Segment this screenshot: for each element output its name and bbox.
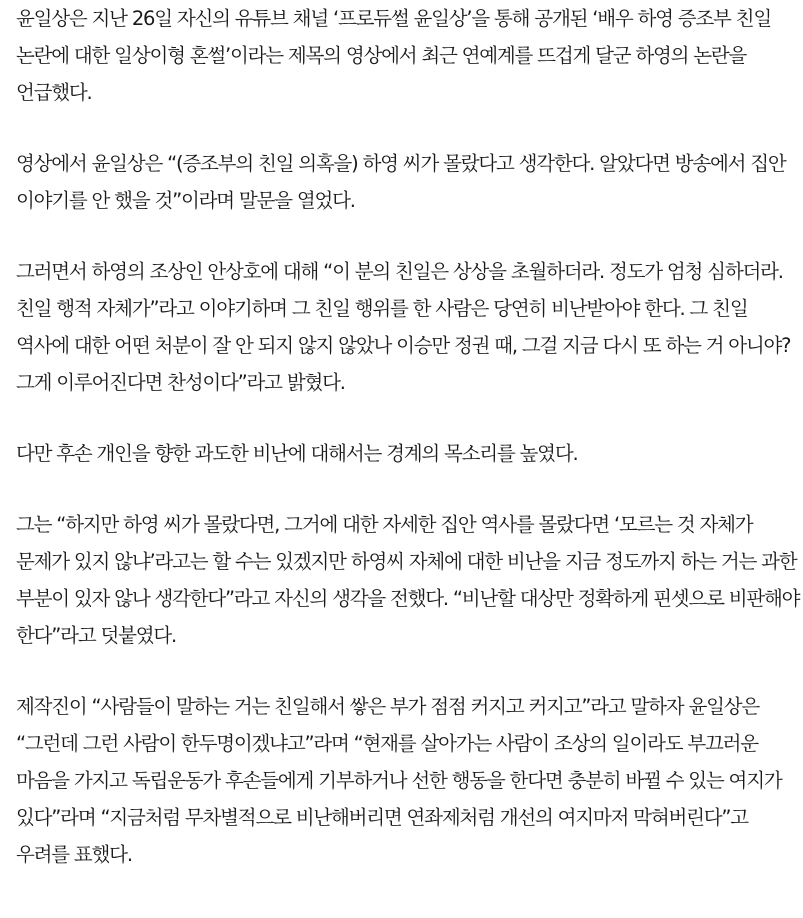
paragraph-2: 영상에서 윤일상은 “(증조부의 친일 의혹을) 하영 씨가 몰랐다고 생각한다. 알았다면 방송에서 집안 이야기를 안 했을 것”이라며 말문을 열었다. — [16, 152, 786, 212]
paragraph-6: 제작진이 “사람들이 말하는 거는 친일해서 쌓은 부가 점점 커지고 커지고”라고 말하자 윤일상은 “그런데 그런 사람이 한두명이겠냐고”라며 “현재를 살아가는 사람이 조상의 일이라도 부끄러운 마음을 가지고 독립운동가 후손들에게 기부하거나 선한 행동을 한다면 충분히 바뀔 수 있는 여지가 있다”라며 “지금처럼 무차별적으로 비난해버리면 연좌제처럼 개선의 여지마저 막혀버린다”고 우려를 표했다. — [16, 695, 782, 866]
paragraph-5: 그는 “하지만 하영 씨가 몰랐다면, 그거에 대한 자세한 집안 역사를 몰랐다면 ‘모르는 것 자체가 문제가 있지 않냐’라고는 할 수는 있겠지만 하영씨 자체에 대한 비난을 지금 정도까지 하는 거는 과한 부분이 있자 않나 생각한다”라고 자신의 생각을 전했다. “비난할 대상만 정확하게 핀셋으로 비판해야 한다”라고 덧붙였다. — [16, 513, 800, 647]
paragraph-3: 그러면서 하영의 조상인 안상호에 대해 “이 분의 친일은 상상을 초월하더라. 정도가 엄청 심하더라. 친일 행적 자체가”라고 이야기하며 그 친일 행위를 한 사람은 당연히 비난받아야 한다. 그 친일 역사에 대한 어떤 처분이 잘 안 되지 않지 않았나 이승만 정권 때, 그걸 지금 다시 또 하는 거 아니야? 그게 이루어진다면 찬성이다”라고 밝혔다. — [16, 260, 791, 394]
paragraph-1: 윤일상은 지난 26일 자신의 유튜브 채널 ‘프로듀썰 윤일상’을 통해 공개된 ‘배우 하영 증조부 친일 논란에 대한 일상이형 혼썰’이라는 제목의 영상에서 최근 연예계를 뜨겁게 달군 하영의 논란을 언급했다. — [16, 7, 771, 104]
paragraph-4: 다만 후손 개인을 향한 과도한 비난에 대해서는 경계의 목소리를 높였다. — [16, 442, 578, 465]
